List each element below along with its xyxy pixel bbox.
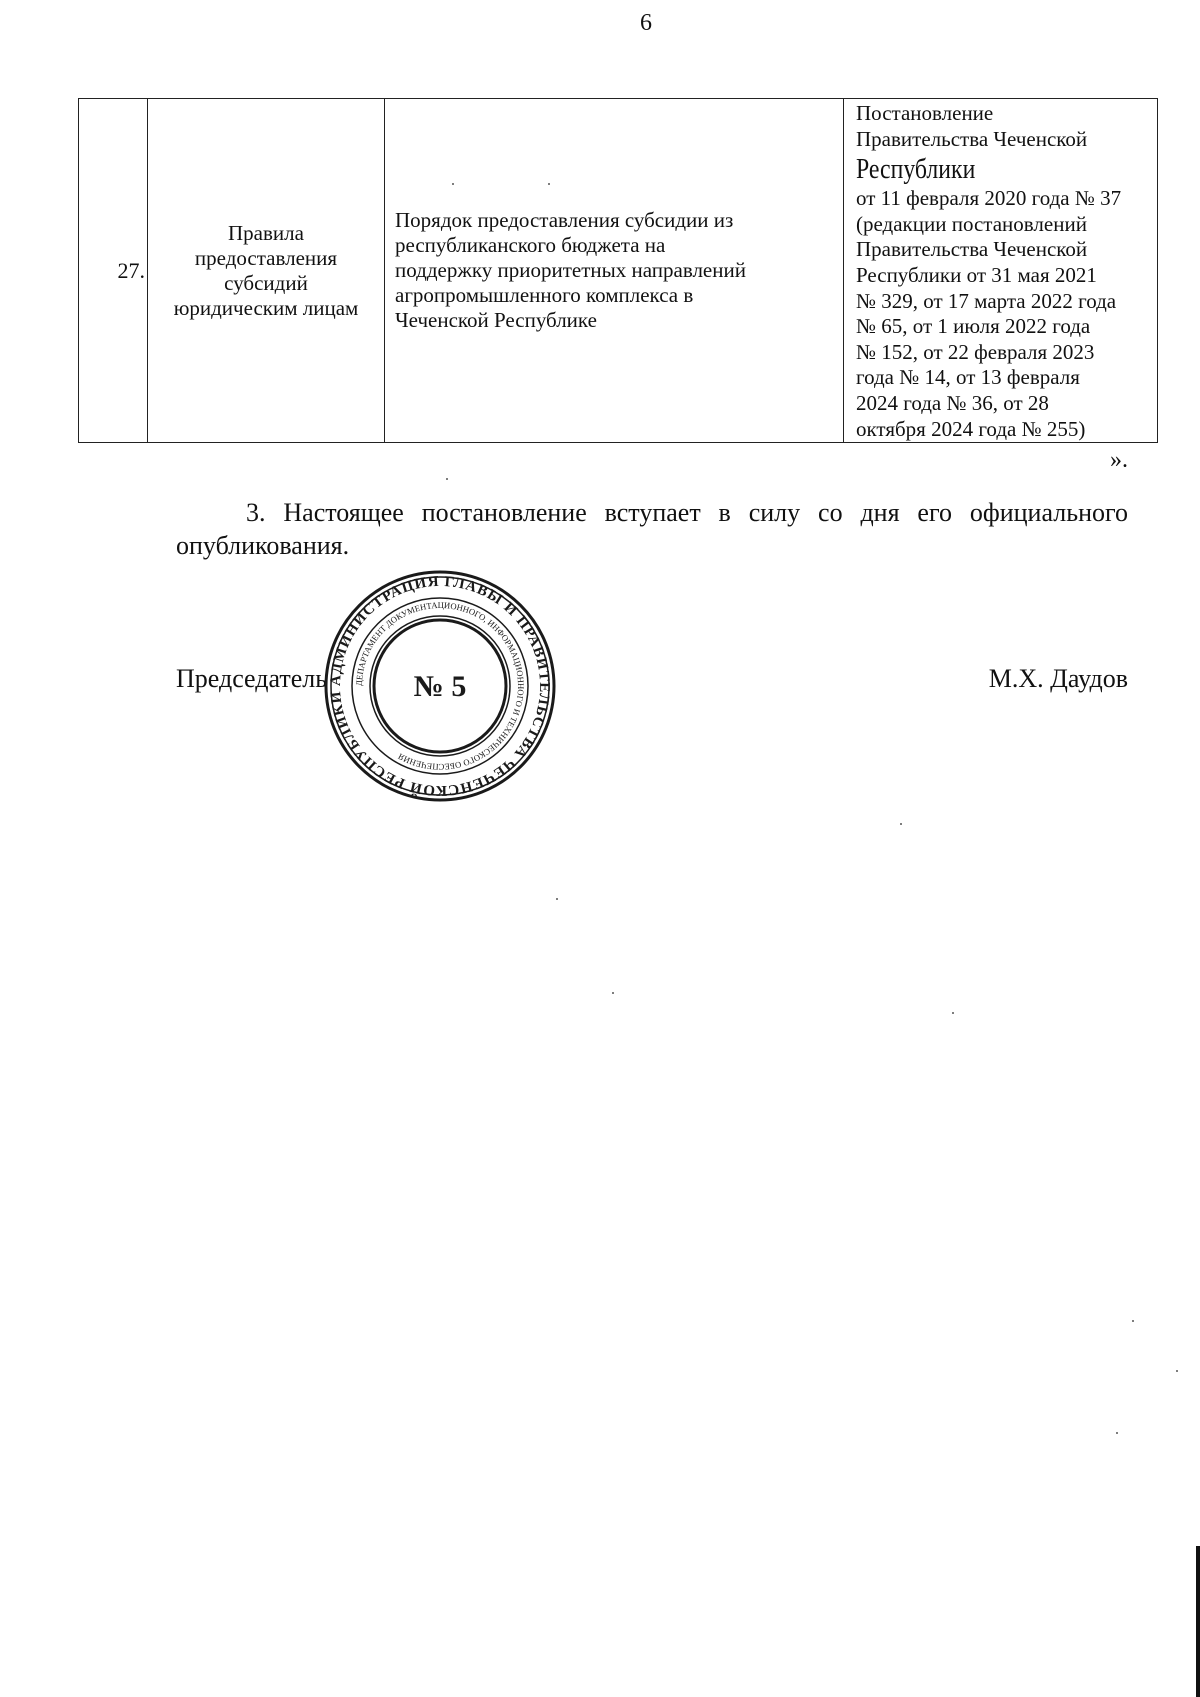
closing-quote: ».	[1110, 447, 1128, 473]
order-name: Порядок предоставления субсидии из республиканского бюджета на поддержку приоритетных направлений агропромышленного комплекса в Чеченской Республике	[395, 208, 746, 333]
decree-cell	[844, 99, 1158, 443]
scan-speck	[952, 1012, 954, 1014]
rule-name-cell	[148, 99, 385, 443]
scan-speck	[556, 898, 558, 900]
seal-number: № 5	[413, 670, 467, 703]
order-name-cell	[385, 99, 844, 443]
decree-line3: от 11 февраля 2020 года № 37 (редакции постановлений Правительства Чеченской Республики от 31 мая 2021 № 329, от 17 марта 2022 года № 65, от 1 июля 2022 года № 152, от 22 февраля 2023 года № 14, от 13 февраля 2024 года № 36, от 28 октября 2024 года № 255)	[856, 186, 1122, 441]
scan-speck	[1116, 1432, 1118, 1434]
scan-speck	[452, 183, 454, 185]
regulations-table	[78, 98, 1158, 443]
scan-edge-mark	[1196, 1546, 1200, 1697]
seal-outer-text: АДМИНИСТРАЦИЯ ГЛАВЫ И ПРАВИТЕЛЬСТВА ЧЕЧЕНСКОЙ РЕСПУБЛИКИ	[327, 573, 553, 799]
scan-speck	[612, 992, 614, 994]
decree-line2: Республики	[856, 153, 976, 186]
table-row	[79, 99, 1158, 443]
signature-title: Председатель	[176, 664, 328, 693]
signature-name: М.Х. Даудов	[988, 664, 1128, 693]
seal-inner-text: ДЕПАРТАМЕНТ ДОКУМЕНТАЦИОННОГО, ИНФОРМАЦИОННОГО И ТЕХНИЧЕСКОГО ОБЕСПЕЧЕНИЯ	[353, 599, 527, 773]
clause-3: 3. Настоящее постановление вступает в силу со дня его официального опубликования.	[176, 498, 1128, 560]
scan-speck	[1176, 1370, 1178, 1372]
page-number: 6	[640, 10, 652, 36]
decree-line1: Постановление Правительства Чеченской	[856, 101, 1088, 151]
scan-speck	[548, 183, 550, 185]
scan-speck	[446, 478, 448, 480]
row-number: 27.	[79, 99, 148, 443]
official-seal-icon	[322, 568, 558, 804]
scan-speck	[900, 823, 902, 825]
scan-speck	[1132, 1320, 1134, 1322]
rule-name: Правила предоставления субсидий юридическим лицам	[173, 220, 359, 320]
